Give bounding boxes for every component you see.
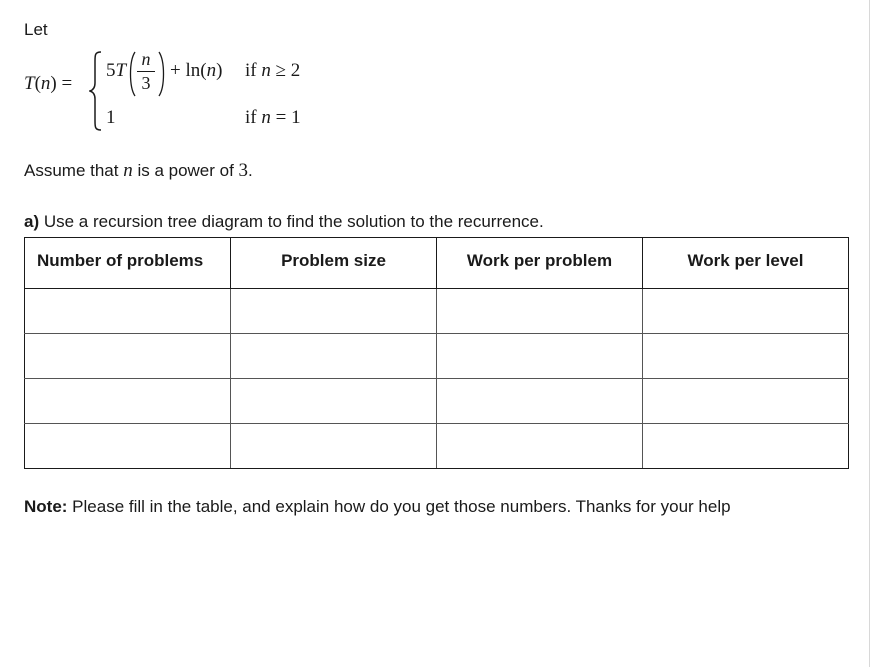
case1-log-term: + ln(n) [170, 60, 223, 81]
fraction-bar [137, 71, 155, 72]
table-cell[interactable] [437, 334, 643, 379]
header-work-per-level: Work per level [643, 238, 849, 289]
table-cell[interactable] [231, 289, 437, 334]
left-brace-icon [89, 51, 103, 131]
assumption-variable: n [123, 160, 133, 181]
table-cell[interactable] [643, 379, 849, 424]
table-cell[interactable] [25, 289, 231, 334]
note-label: Note: [24, 497, 68, 516]
table-cell[interactable] [643, 424, 849, 469]
recursion-tree-table [24, 237, 849, 469]
table-cell[interactable] [25, 379, 231, 424]
page-edge-divider [869, 0, 870, 667]
header-problem-size: Problem size [231, 238, 437, 289]
assumption-before: Assume that [24, 161, 124, 180]
n-over-3-fraction [137, 49, 155, 94]
case2-value: 1 [106, 107, 116, 128]
assumption-number: 3 [238, 160, 249, 181]
header-number-of-problems: Number of problems [25, 238, 231, 289]
table-row [25, 289, 849, 334]
assumption-text [24, 160, 253, 182]
fraction-denominator: 3 [141, 73, 151, 93]
case1-condition: if n ≥ 2 [245, 60, 301, 81]
table-row [25, 379, 849, 424]
table-row [25, 334, 849, 379]
note-text [24, 497, 731, 517]
table-cell[interactable] [437, 424, 643, 469]
table-cell[interactable] [231, 379, 437, 424]
fraction-numerator: n [141, 49, 151, 69]
table-cell[interactable] [25, 424, 231, 469]
table-cell[interactable] [437, 379, 643, 424]
table-cell[interactable] [231, 334, 437, 379]
recurrence-lhs: T(n) = [24, 73, 73, 94]
case1-coefficient: 5T [106, 60, 127, 81]
part-a-question [24, 212, 544, 232]
table-row [25, 424, 849, 469]
table-cell[interactable] [643, 334, 849, 379]
table-cell[interactable] [25, 334, 231, 379]
part-a-label: a) [24, 212, 40, 231]
intro-text: Let [24, 20, 48, 39]
table-cell[interactable] [437, 289, 643, 334]
header-work-per-problem: Work per problem [437, 238, 643, 289]
note-body: Please fill in the table, and explain how do you get those numbers. Thanks for your help [67, 497, 731, 516]
table-header-row [25, 238, 849, 289]
case2-condition: if n = 1 [245, 107, 301, 128]
table-cell[interactable] [643, 289, 849, 334]
table-cell[interactable] [231, 424, 437, 469]
part-a-text: Use a recursion tree diagram to find the solution to the recurrence. [39, 212, 544, 231]
assumption-middle: is a power of [132, 161, 239, 180]
assumption-after: . [248, 161, 253, 180]
